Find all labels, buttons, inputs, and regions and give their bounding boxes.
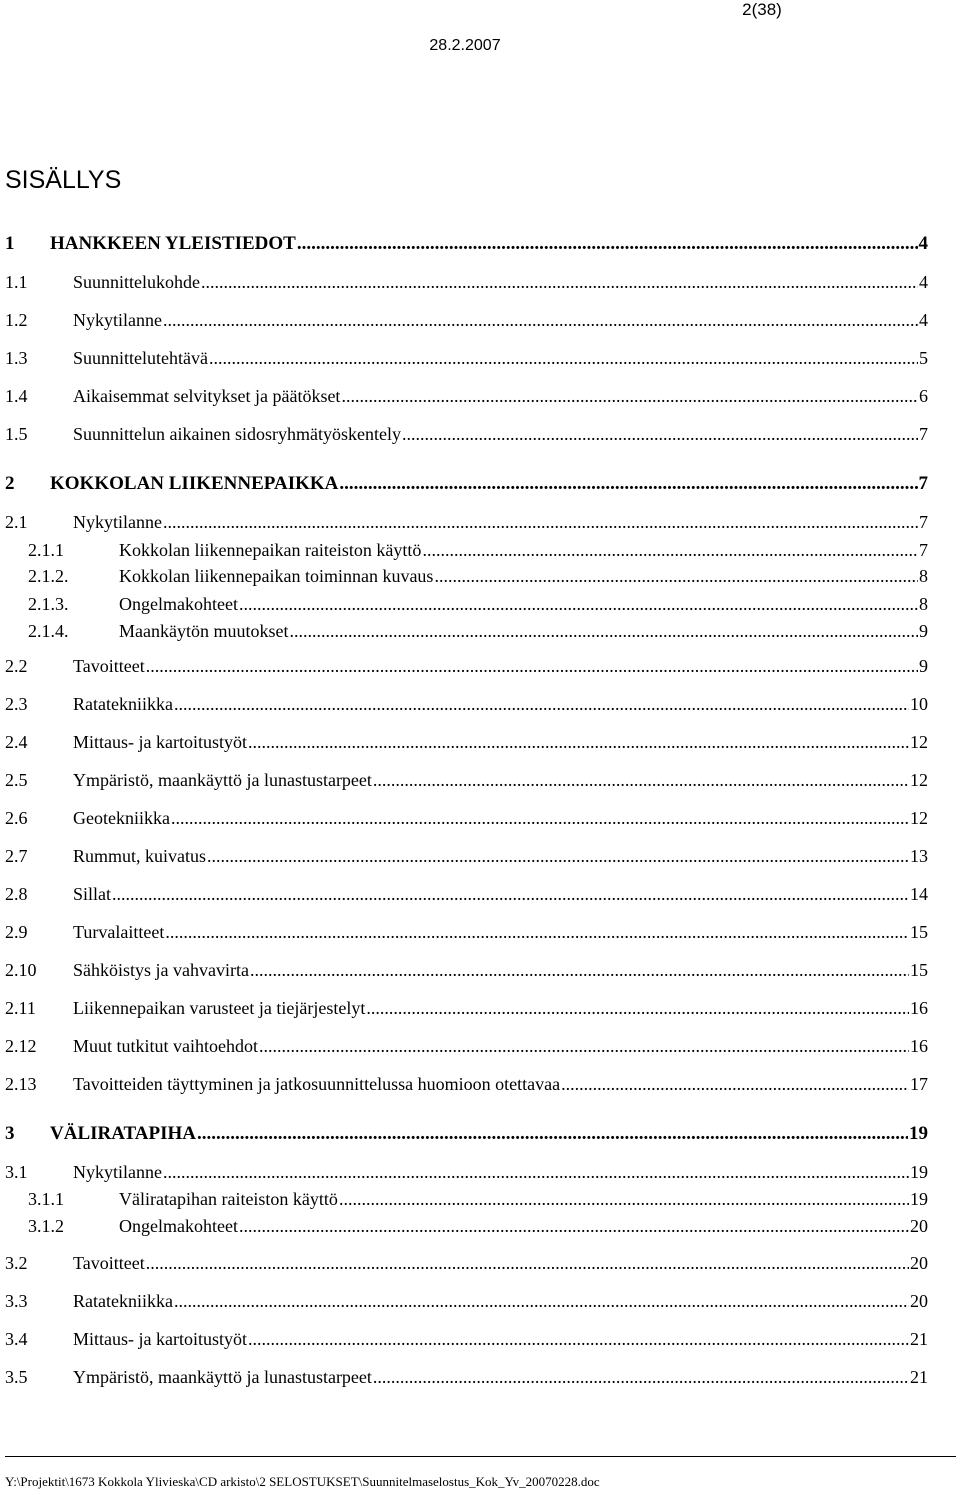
toc-entry[interactable]: [5, 920, 928, 944]
toc-leader-dots: [402, 422, 918, 446]
toc-leader-dots: [339, 472, 917, 496]
toc-entry-number: 1.2: [5, 310, 28, 330]
toc-leader-dots: [561, 1072, 909, 1096]
toc-entry-page: 21: [910, 1367, 928, 1387]
toc-entry[interactable]: [5, 1072, 928, 1096]
toc-entry[interactable]: [5, 384, 928, 408]
toc-entry[interactable]: [5, 538, 928, 562]
toc-entry-number: 3.2: [5, 1253, 28, 1273]
toc-leader-dots: [248, 1327, 909, 1351]
toc-leader-dots: [209, 346, 918, 370]
toc-entry-number: 3.4: [5, 1329, 28, 1349]
toc-leader-dots: [250, 958, 909, 982]
toc-entry-number: 3.5: [5, 1367, 28, 1387]
toc-entry-page: 16: [910, 998, 928, 1018]
toc-entry-title: Mittaus- ja kartoitustyöt: [73, 732, 247, 752]
toc-entry-page: 16: [910, 1036, 928, 1056]
toc-entry[interactable]: [5, 308, 928, 332]
toc-entry-number: 1.3: [5, 348, 28, 368]
toc-entry[interactable]: [5, 768, 928, 792]
toc-leader-dots: [259, 1034, 909, 1058]
toc-entry-page: 7: [918, 473, 928, 494]
toc-entry-number: 2.13: [5, 1074, 37, 1094]
toc-entry[interactable]: [5, 844, 928, 868]
toc-entry-page: 21: [910, 1329, 928, 1349]
toc-entry-title: VÄLIRATAPIHA: [50, 1123, 197, 1144]
toc-entry-page: 19: [910, 1189, 928, 1209]
toc-entry[interactable]: [5, 270, 928, 294]
toc-entry-title: Suunnittelutehtävä: [73, 348, 208, 368]
toc-entry-title: Geotekniikka: [73, 808, 170, 828]
toc-entry-page: 12: [910, 770, 928, 790]
toc-entry-number: 3: [5, 1123, 15, 1144]
toc-leader-dots: [297, 232, 918, 256]
toc-entry-title: Ratatekniikka: [73, 694, 173, 714]
toc-entry-page: 15: [910, 960, 928, 980]
toc-leader-dots: [422, 538, 918, 562]
toc-entry[interactable]: [5, 1365, 928, 1389]
toc-entry[interactable]: [5, 806, 928, 830]
toc-entry-page: 9: [919, 656, 928, 676]
toc-entry-page: 15: [910, 922, 928, 942]
toc-entry-title: Tavoitteet: [73, 656, 145, 676]
toc-leader-dots: [201, 270, 918, 294]
toc-entry-number: 2.2: [5, 656, 28, 676]
toc-entry-number: 2.1.3.: [28, 594, 69, 614]
toc-entry-title: Suunnittelun aikainen sidosryhmätyöskentely: [73, 424, 401, 444]
toc-leader-dots: [163, 1160, 909, 1184]
toc-entry-number: 2.10: [5, 960, 37, 980]
toc-entry[interactable]: [5, 1187, 928, 1211]
toc-entry[interactable]: [5, 1214, 928, 1238]
toc-entry-number: 2.5: [5, 770, 28, 790]
toc-leader-dots: [163, 308, 918, 332]
toc-heading: SISÄLLYS: [5, 166, 122, 194]
toc-entry-number: 1.4: [5, 386, 28, 406]
toc-entry-number: 3.3: [5, 1291, 28, 1311]
toc-entry-title: HANKKEEN YLEISTIEDOT: [50, 233, 296, 254]
toc-entry-page: 20: [910, 1291, 928, 1311]
toc-entry[interactable]: [5, 730, 928, 754]
toc-entry[interactable]: [5, 1327, 928, 1351]
toc-entry-title: Maankäytön muutokset: [119, 621, 289, 641]
toc-entry-page: 19: [910, 1162, 928, 1182]
toc-leader-dots: [174, 1289, 909, 1313]
toc-entry[interactable]: [5, 882, 928, 906]
toc-entry-number: 2.1.1: [28, 540, 64, 560]
toc-entry[interactable]: [5, 564, 928, 588]
toc-entry[interactable]: [5, 1289, 928, 1313]
toc-entry-page: 14: [910, 884, 928, 904]
toc-entry[interactable]: [5, 654, 928, 678]
toc-leader-dots: [163, 510, 918, 534]
page-number: 2(38): [742, 0, 782, 19]
toc-entry-title: Tavoitteet: [73, 1253, 145, 1273]
toc-entry-title: Ongelmakohteet: [119, 1216, 238, 1236]
toc-entry-number: 1: [5, 233, 15, 254]
toc-entry-title: Tavoitteiden täyttyminen ja jatkosuunnittelussa huomioon otettavaa: [73, 1074, 561, 1094]
toc-entry[interactable]: [5, 510, 928, 534]
toc-entry-page: 19: [909, 1123, 928, 1144]
toc-entry[interactable]: [5, 232, 928, 256]
toc-entry-title: Nykytilanne: [73, 512, 162, 532]
toc-entry-title: Nykytilanne: [73, 1162, 162, 1182]
toc-entry[interactable]: [5, 472, 928, 496]
toc-leader-dots: [146, 1251, 909, 1275]
toc-entry-title: Ongelmakohteet: [119, 594, 238, 614]
toc-entry-number: 2: [5, 473, 15, 494]
toc-entry-page: 4: [918, 233, 928, 254]
toc-entry-number: 2.1: [5, 512, 28, 532]
toc-entry-title: Liikennepaikan varusteet ja tiejärjestelyt: [73, 998, 366, 1018]
toc-entry-page: 17: [910, 1074, 928, 1094]
toc-entry-number: 2.3: [5, 694, 28, 714]
toc-entry-number: 2.4: [5, 732, 28, 752]
toc-entry-number: 2.1.4.: [28, 621, 69, 641]
toc-entry-title: Sillat: [73, 884, 112, 904]
toc-leader-dots: [112, 882, 909, 906]
toc-leader-dots: [174, 692, 909, 716]
toc-entry-title: Kokkolan liikennepaikan raiteiston käyttö: [119, 540, 422, 560]
toc-leader-dots: [239, 1214, 909, 1238]
toc-entry-page: 9: [919, 621, 928, 641]
toc-leader-dots: [373, 1365, 909, 1389]
toc-entry-title: Mittaus- ja kartoitustyöt: [73, 1329, 247, 1349]
toc-entry-number: 2.1.2.: [28, 566, 69, 586]
toc-entry-page: 12: [910, 732, 928, 752]
toc-entry-page: 7: [919, 424, 928, 444]
toc-leader-dots: [197, 1122, 908, 1146]
toc-entry-title: Ympäristö, maankäyttö ja lunastustarpeet: [73, 1367, 372, 1387]
toc-entry[interactable]: [5, 692, 928, 716]
toc-entry-number: 2.11: [5, 998, 36, 1018]
toc-entry-title: Muut tutkitut vaihtoehdot: [73, 1036, 258, 1056]
toc-entry-number: 2.12: [5, 1036, 37, 1056]
toc-entry-page: 4: [919, 272, 928, 292]
toc-leader-dots: [146, 654, 918, 678]
toc-entry-page: 8: [919, 594, 928, 614]
toc-leader-dots: [341, 384, 918, 408]
toc-leader-dots: [373, 768, 909, 792]
toc-entry-title: Ympäristö, maankäyttö ja lunastustarpeet: [73, 770, 372, 790]
toc-entry-page: 4: [919, 310, 928, 330]
toc-leader-dots: [165, 920, 909, 944]
toc-entry[interactable]: [5, 592, 928, 616]
toc-entry-title: KOKKOLAN LIIKENNEPAIKKA: [50, 473, 339, 494]
toc-entry[interactable]: [5, 1160, 928, 1184]
toc-entry[interactable]: [5, 346, 928, 370]
toc-entry-page: 20: [910, 1253, 928, 1273]
toc-entry-number: 2.7: [5, 846, 28, 866]
toc-entry-page: 7: [919, 512, 928, 532]
toc-entry-page: 5: [919, 348, 928, 368]
toc-entry-title: Turvalaitteet: [73, 922, 165, 942]
toc-entry-title: Väliratapihan raiteiston käyttö: [119, 1189, 338, 1209]
toc-leader-dots: [239, 592, 918, 616]
toc-leader-dots: [248, 730, 909, 754]
footer-divider: [5, 1456, 956, 1457]
toc-leader-dots: [171, 806, 909, 830]
toc-entry-title: Nykytilanne: [73, 310, 162, 330]
toc-entry-number: 1.5: [5, 424, 28, 444]
toc-entry-number: 2.6: [5, 808, 28, 828]
toc-entry[interactable]: [5, 996, 928, 1020]
toc-entry-page: 8: [919, 566, 928, 586]
toc-entry-number: 3.1.2: [28, 1216, 64, 1236]
toc-leader-dots: [434, 564, 918, 588]
toc-entry-number: 3.1.1: [28, 1189, 64, 1209]
toc-entry-number: 3.1: [5, 1162, 28, 1182]
toc-entry-page: 7: [919, 540, 928, 560]
toc-entry[interactable]: [5, 1251, 928, 1275]
toc-entry-page: 12: [910, 808, 928, 828]
toc-leader-dots: [339, 1187, 909, 1211]
toc-entry-page: 20: [910, 1216, 928, 1236]
toc-entry-page: 10: [910, 694, 928, 714]
toc-entry[interactable]: [5, 1034, 928, 1058]
toc-entry-title: Suunnittelukohde: [73, 272, 200, 292]
toc-entry-number: 2.8: [5, 884, 28, 904]
toc-entry-number: 1.1: [5, 272, 28, 292]
toc-entry-title: Ratatekniikka: [73, 1291, 173, 1311]
toc-leader-dots: [207, 844, 909, 868]
toc-entry[interactable]: [5, 958, 928, 982]
document-date: 28.2.2007: [429, 37, 501, 54]
toc-entry-title: Aikaisemmat selvitykset ja päätökset: [73, 386, 341, 406]
toc-entry[interactable]: [5, 422, 928, 446]
toc-entry-number: 2.9: [5, 922, 28, 942]
toc-entry-page: 6: [919, 386, 928, 406]
toc-entry-title: Rummut, kuivatus: [73, 846, 207, 866]
toc-leader-dots: [366, 996, 909, 1020]
toc-leader-dots: [289, 619, 918, 643]
footer-file-path: Y:\Projektit\1673 Kokkola Ylivieska\CD arkisto\2 SELOSTUKSET\Suunnitelmaselostus_Kok_Yv_20070228.doc: [5, 1474, 600, 1489]
toc-entry-page: 13: [910, 846, 928, 866]
toc-entry-title: Kokkolan liikennepaikan toiminnan kuvaus: [119, 566, 434, 586]
toc-entry[interactable]: [5, 1122, 928, 1146]
toc-entry-title: Sähköistys ja vahvavirta: [73, 960, 249, 980]
toc-entry[interactable]: [5, 619, 928, 643]
